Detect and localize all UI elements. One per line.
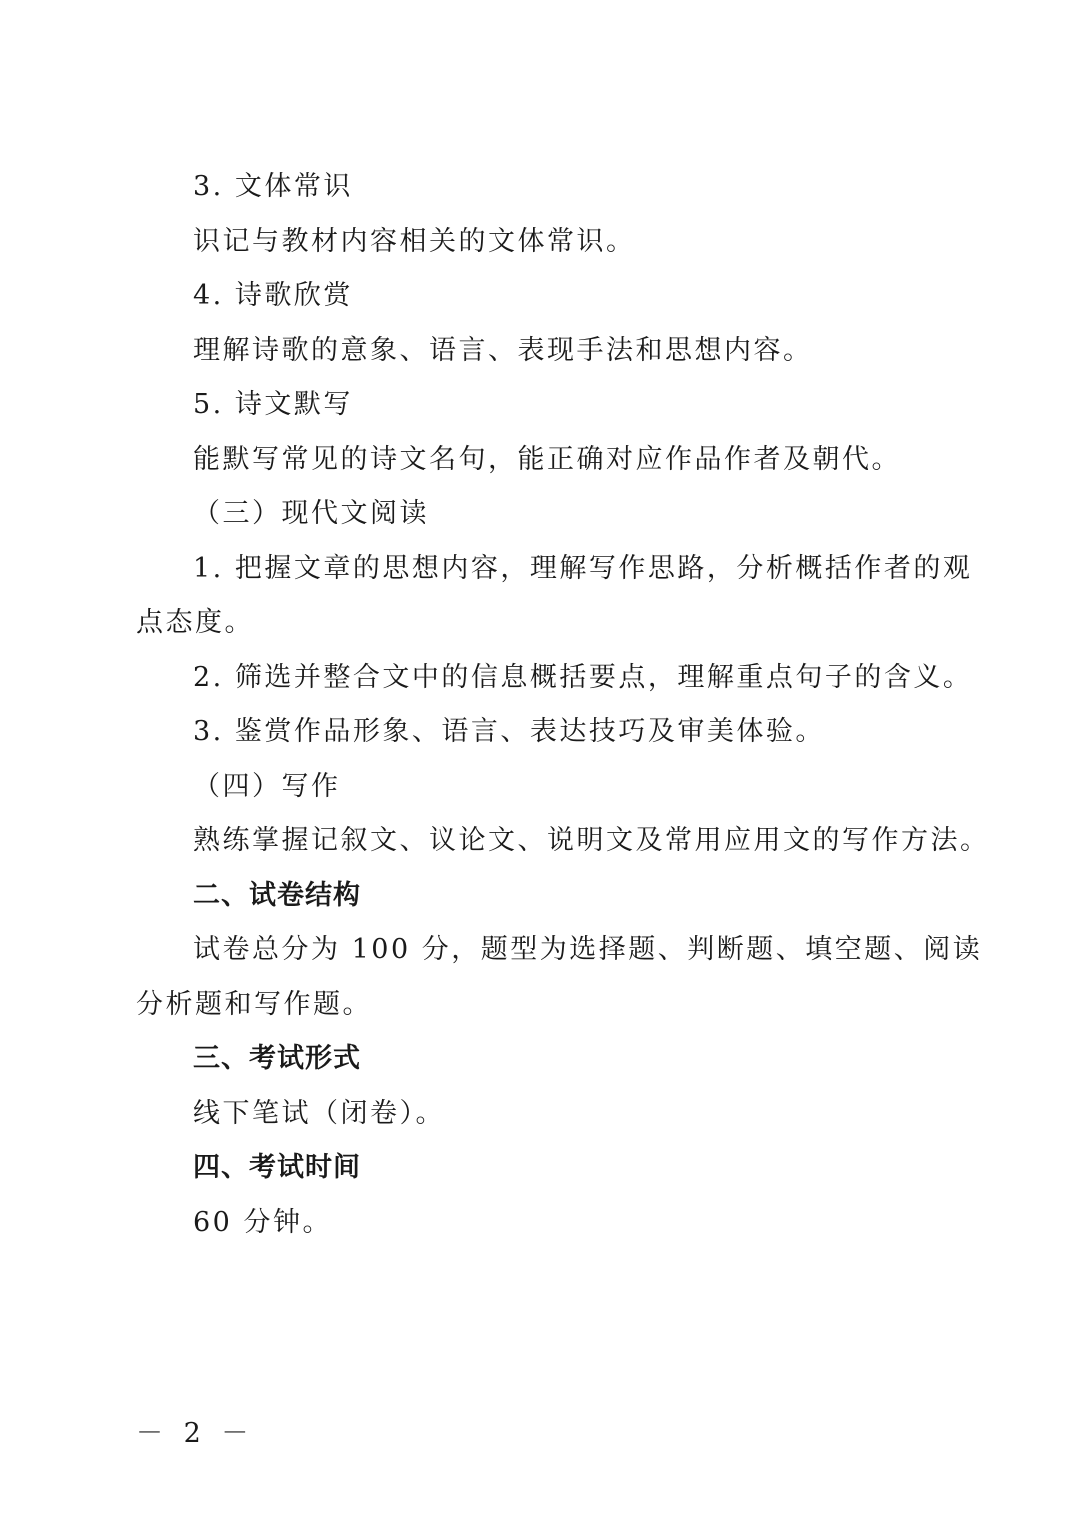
page-number: － 2 － xyxy=(136,1418,255,1449)
paragraph: 线下笔试（闭卷）。 xyxy=(193,1098,445,1129)
subsection-heading: 5. 诗文默写 xyxy=(193,389,353,420)
paragraph: 1. 把握文章的思想内容，理解写作思路，分析概括作者的观 xyxy=(193,553,973,584)
main-heading: 二、试卷结构 xyxy=(193,880,361,911)
paragraph: 60 分钟。 xyxy=(193,1207,332,1238)
paragraph: 2. 筛选并整合文中的信息概括要点，理解重点句子的含义。 xyxy=(193,662,973,693)
paragraph-continuation: 分析题和写作题。 xyxy=(136,989,372,1020)
paragraph: 熟练掌握记叙文、议论文、说明文及常用应用文的写作方法。 xyxy=(193,825,990,856)
subsection-heading: 4. 诗歌欣赏 xyxy=(193,280,353,311)
section-heading: （三）现代文阅读 xyxy=(193,498,429,529)
section-heading: （四）写作 xyxy=(193,771,341,802)
paragraph: 识记与教材内容相关的文体常识。 xyxy=(193,226,636,257)
main-heading: 三、考试形式 xyxy=(193,1043,361,1074)
paragraph: 3. 鉴赏作品形象、语言、表达技巧及审美体验。 xyxy=(193,716,825,747)
main-heading: 四、考试时间 xyxy=(193,1152,361,1183)
paragraph: 能默写常见的诗文名句，能正确对应作品作者及朝代。 xyxy=(193,444,901,475)
paragraph: 理解诗歌的意象、语言、表现手法和思想内容。 xyxy=(193,335,813,366)
paragraph: 试卷总分为 100 分，题型为选择题、判断题、填空题、阅读 xyxy=(193,934,983,965)
subsection-heading: 3. 文体常识 xyxy=(193,171,353,202)
paragraph-continuation: 点态度。 xyxy=(136,607,254,638)
